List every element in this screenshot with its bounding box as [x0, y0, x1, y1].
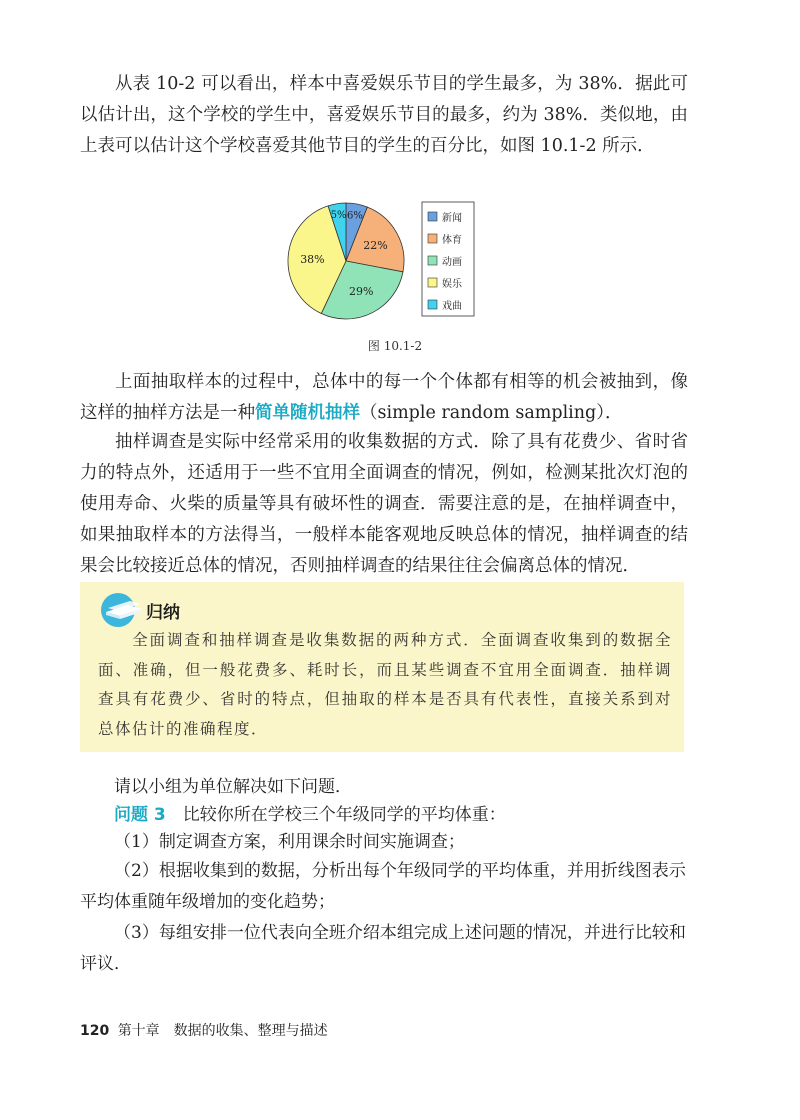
legend-label-1: 体育 — [442, 235, 462, 246]
question-3-text: 比较你所在学校三个年级同学的平均体重： — [182, 805, 506, 825]
pie-chart-figure — [270, 196, 490, 326]
pie-chart — [270, 196, 490, 326]
chapter-title: 第十章 数据的收集、整理与描述 — [117, 1023, 328, 1039]
paragraph-sampling — [80, 367, 688, 429]
legend-swatch-2 — [428, 256, 437, 265]
text-after-term: （simple random sampling）． — [360, 403, 623, 423]
task-item-3: （3）每组安排一位代表向全班介绍本组完成上述问题的情况，并进行比较和评议． — [80, 923, 686, 974]
page-number: 120 — [80, 1023, 110, 1039]
pie-label-3: 38% — [300, 252, 325, 266]
pie-label-2: 29% — [349, 284, 374, 298]
summary-box — [80, 582, 684, 752]
legend-label-3: 娱乐 — [442, 279, 462, 290]
paragraph-sampling-survey: 抽样调查是实际中经常采用的收集数据的方式．除了具有花费少、省时省力的特点外，还适用于一些不宜用全面调查的情况，例如，检测某批次灯泡的使用寿命、火柴的质量等具有破坏性的调查．需要注意的是，在抽样调查中，如果抽取样本的方法得当，一般样本能客观地反映总体的情况，抽样调查的结果会比较接近总体的情况，否则抽样调查的结果往往会偏离总体的情况． — [80, 432, 688, 576]
paragraph-intro: 从表 10-2 可以看出，样本中喜爱娱乐节目的学生最多，为 38%．据此可以估计出，这个学校的学生中，喜爱娱乐节目的最多，约为 38%．类似地，由上表可以估计这个学校喜爱其他节目的学生的百分比，如图 10.1-2 所示． — [80, 74, 688, 156]
key-term-simple-random-sampling: 简单随机抽样 — [255, 403, 360, 423]
legend-swatch-1 — [428, 234, 437, 243]
pie-label-1: 22% — [363, 238, 388, 252]
pie-label-0: 6% — [346, 210, 363, 222]
legend-label-0: 新闻 — [442, 213, 462, 224]
summary-body: 全面调查和抽样调查是收集数据的两种方式．全面调查收集到的数据全面、准确，但一般花费多、耗时长，而且某些调查不宜用全面调查．抽样调查具有花费少、省时的特点，但抽取的样本是否具有代表性，直接关系到对总体估计的准确程度． — [98, 631, 672, 738]
legend-swatch-4 — [428, 300, 437, 309]
legend-label-4: 戏曲 — [442, 301, 462, 312]
books-icon — [100, 592, 146, 628]
text-before-term: 上面抽取样本的过程中，总体中的每一个个体都有相等的机会被抽到，像这样的抽样方法是一种 — [80, 372, 688, 423]
summary-title: 归纳 — [146, 603, 180, 623]
figure-caption: 图 10.1-2 — [367, 339, 423, 353]
legend-swatch-3 — [428, 278, 437, 287]
pie-label-4: 5% — [330, 210, 347, 222]
task-intro: 请以小组为单位解决如下问题． — [114, 777, 352, 797]
task-item-2: （2）根据收集到的数据，分析出每个年级同学的平均体重，并用折线图表示平均体重随年级增加的变化趋势； — [80, 861, 686, 912]
page-footer — [80, 1020, 328, 1040]
question-3-label: 问题 3 — [114, 805, 166, 825]
legend-label-2: 动画 — [442, 257, 462, 268]
task-item-1: （1）制定调查方案，利用课余时间实施调查； — [114, 832, 465, 852]
legend-swatch-0 — [428, 212, 437, 221]
